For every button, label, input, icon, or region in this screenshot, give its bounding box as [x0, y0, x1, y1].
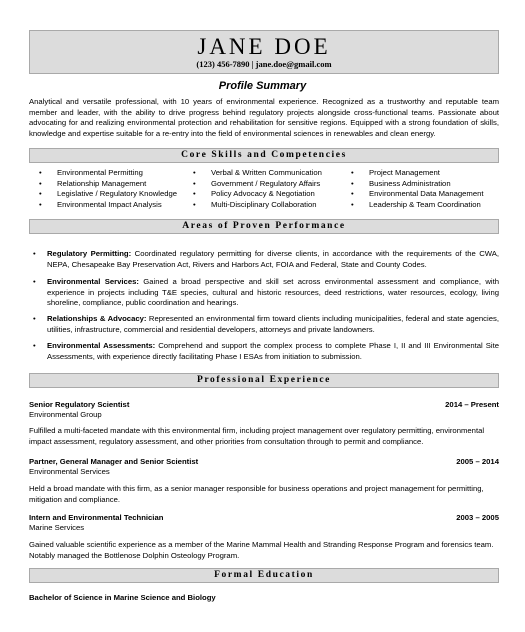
skill-item: • Policy Advocacy & Negotiation — [193, 189, 322, 200]
skill-item: • Environmental Data Management — [351, 189, 484, 200]
skills-column-3 — [351, 168, 484, 210]
job-organization: Marine Services — [29, 523, 85, 532]
job-dates: 2005 – 2014 — [456, 457, 499, 466]
name-header — [29, 30, 499, 74]
profile-summary-text: Analytical and versatile professional, with 10 years of environmental experience. Recognized as a trustworthy and reputable team member and leader, with the ability to drive progress behind regulatory projects alongside cross-functional teams. Passionate about advocating for and realizing environmental protection and rehabilitation for sensitive regions. Equipped with a strong foundation of skills, knowledge and expertise suitable for a re-entry into the field of environmental sciences in renewables and clean energy. — [29, 97, 499, 138]
performance-text: Gained a broad perspective and skill set across environmental assessment and compliance, with experience in projects including T&E species, cultural and historic resources, deed restrictions, water resources, ecology, living shoreline, compliance, public coordination and hearings. — [47, 277, 499, 307]
section-professional-experience: Professional Experience — [29, 373, 499, 388]
candidate-name: JANE DOE — [197, 34, 331, 59]
performance-item — [33, 249, 499, 270]
job-organization: Environmental Group — [29, 410, 102, 419]
skills-column-2 — [193, 168, 322, 210]
skill-item: • Multi-Disciplinary Collaboration — [193, 200, 322, 211]
job-dates: 2003 – 2005 — [456, 513, 499, 522]
section-core-skills: Core Skills and Competencies — [29, 148, 499, 163]
performance-label: Environmental Services: — [47, 277, 139, 286]
performance-text: Comprehend and support the complex process to complete Phase I, II and III Environmental Site Assessments, with experience directly facilitating Phase I ESAs from initiation to submission. — [47, 341, 499, 361]
job-description: Held a broad mandate with this firm, as a senior manager responsible for business operations and project management for permitting, mitigation and compliance. — [29, 484, 484, 504]
performance-text: Coordinated regulatory permitting for diverse clients, in accordance with the requirements of the CWA, NEPA, Chesapeake Bay Preservation Act, Rivers and Harbors Act, FOIA and Federal, State and County Codes. — [47, 249, 500, 269]
skill-item: • Legislative / Regulatory Knowledge — [39, 189, 177, 200]
job-dates: 2014 – Present — [445, 400, 499, 409]
profile-summary-title: Profile Summary — [218, 80, 307, 92]
section-proven-performance: Areas of Proven Performance — [29, 219, 499, 234]
job-description: Gained valuable scientific experience as a member of the Marine Mammal Health and Stranding Response Program and forensics team. Notably managed the Bottlenose Dolphin Osteology Program. — [29, 540, 494, 560]
section-formal-education: Formal Education — [29, 568, 499, 583]
job-title: Partner, General Manager and Senior Scientist — [29, 457, 199, 466]
skill-item: • Government / Regulatory Affairs — [193, 179, 322, 190]
skills-column-1 — [39, 168, 177, 210]
performance-item — [33, 277, 499, 309]
performance-label: Relationships & Advocacy: — [47, 314, 147, 323]
performance-item — [33, 314, 499, 335]
performance-label: Environmental Assessments: — [47, 341, 156, 350]
skill-item: • Environmental Impact Analysis — [39, 200, 177, 211]
job-title: Senior Regulatory Scientist — [29, 400, 130, 409]
skill-item: • Business Administration — [351, 179, 484, 190]
skill-item: • Relationship Management — [39, 179, 177, 190]
degree: Bachelor of Science in Marine Science and Biology — [29, 593, 216, 602]
skill-item: • Verbal & Written Communication — [193, 168, 322, 179]
skill-item: • Leadership & Team Coordination — [351, 200, 484, 211]
contact-info: (123) 456-7890 | jane.doe@gmail.com — [196, 59, 332, 69]
job-organization: Environmental Services — [29, 467, 110, 476]
skill-item: • Environmental Permitting — [39, 168, 177, 179]
performance-text: Represented an environmental firm toward clients including municipalities, federal and state agencies, utilities, infrastructure, commercial and residential developers, attorneys and private landowners. — [47, 314, 499, 334]
performance-label: Regulatory Permitting: — [47, 249, 132, 258]
job-title: Intern and Environmental Technician — [29, 513, 164, 522]
job-description: Fulfilled a multi-faceted mandate with this environmental firm, including project management over regulatory permitting, environmental impact assessment, regulatory assessment, and other priorities from consultation through to permit and compliance. — [29, 426, 485, 446]
performance-item — [33, 341, 499, 362]
skill-item: • Project Management — [351, 168, 484, 179]
